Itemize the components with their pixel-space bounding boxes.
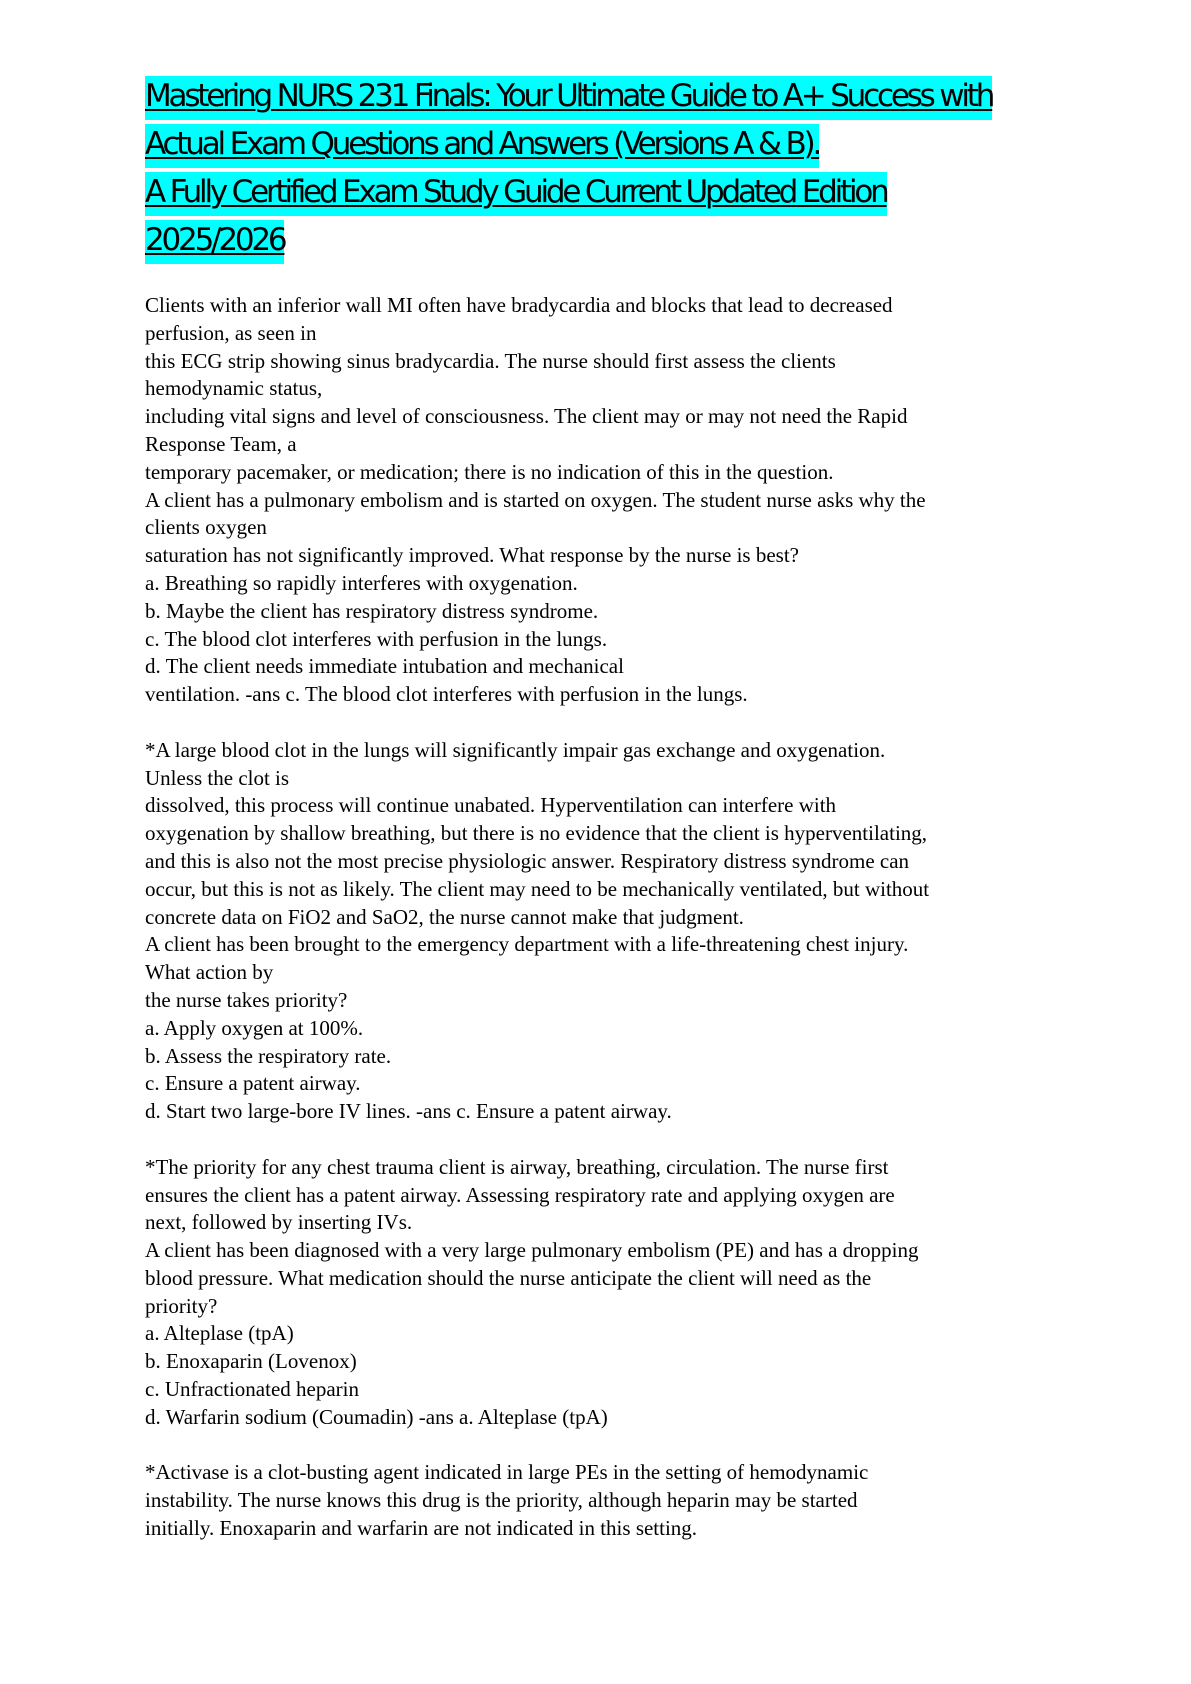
- text-line: ensures the client has a patent airway. Assessing respiratory rate and applying oxygen are: [145, 1182, 895, 1207]
- text-line: d. The client needs immediate intubation and mechanical: [145, 654, 624, 679]
- paragraph-gap: [145, 709, 1065, 737]
- text-line: Response Team, a: [145, 431, 297, 456]
- text-line: Clients with an inferior wall MI often have bradycardia and blocks that lead to decreased: [145, 293, 893, 317]
- text-line: d. Start two large-bore IV lines. -ans c. Ensure a patent airway.: [145, 1099, 672, 1124]
- text-line: initially. Enoxaparin and warfarin are not indicated in this setting.: [145, 1516, 698, 1541]
- text-line: c. Unfractionated heparin: [145, 1377, 359, 1402]
- text-line: oxygenation by shallow breathing, but there is no evidence that the client is hyperventilating,: [145, 821, 928, 846]
- text-line: a. Alteplase (tpA): [145, 1321, 294, 1346]
- text-line: A client has been brought to the emergency department with a life-threatening chest injury.: [145, 932, 909, 957]
- text-line: next, followed by inserting IVs.: [145, 1210, 413, 1235]
- title-line: [145, 216, 1065, 264]
- text-line: Unless the clot is: [145, 765, 290, 790]
- title-line-text: A Fully Certified Exam Study Guide Current Updated Edition: [145, 172, 887, 216]
- text-line: the nurse takes priority?: [145, 987, 348, 1012]
- text-line: A client has been diagnosed with a very large pulmonary embolism (PE) and has a dropping: [145, 1238, 919, 1263]
- text-line: perfusion, as seen in: [145, 320, 317, 345]
- text-line: a. Breathing so rapidly interferes with oxygenation.: [145, 570, 578, 595]
- text-line: b. Assess the respiratory rate.: [145, 1043, 392, 1068]
- title-line: [145, 72, 1065, 120]
- text-line: concrete data on FiO2 and SaO2, the nurse cannot make that judgment.: [145, 904, 744, 929]
- paragraph-gap: [145, 1432, 1065, 1460]
- text-line: hemodynamic status,: [145, 376, 323, 401]
- text-line: blood pressure. What medication should the nurse anticipate the client will need as the: [145, 1265, 872, 1290]
- text-line: *Activase is a clot-busting agent indicated in large PEs in the setting of hemodynamic: [145, 1460, 869, 1485]
- text-line: occur, but this is not as likely. The client may need to be mechanically ventilated, but without: [145, 876, 930, 901]
- document-title: [145, 72, 1065, 264]
- title-line: [145, 168, 1065, 216]
- paragraph-gap: [145, 1126, 1065, 1154]
- text-line: ventilation. -ans c. The blood clot interferes with perfusion in the lungs.: [145, 682, 748, 707]
- text-line: b. Maybe the client has respiratory distress syndrome.: [145, 598, 599, 623]
- text-line: including vital signs and level of consciousness. The client may or may not need the Rapid: [145, 404, 908, 429]
- text-line: temporary pacemaker, or medication; there is no indication of this in the question.: [145, 459, 834, 484]
- text-line: clients oxygen: [145, 515, 267, 540]
- text-line: saturation has not significantly improved. What response by the nurse is best?: [145, 543, 799, 568]
- text-line: this ECG strip showing sinus bradycardia. The nurse should first assess the clients: [145, 348, 836, 373]
- text-line: b. Enoxaparin (Lovenox): [145, 1349, 357, 1374]
- text-line: *The priority for any chest trauma client is airway, breathing, circulation. The nurse first: [145, 1154, 889, 1179]
- text-line: a. Apply oxygen at 100%.: [145, 1015, 364, 1040]
- text-line: instability. The nurse knows this drug is the priority, although heparin may be started: [145, 1488, 858, 1513]
- text-line: c. The blood clot interferes with perfusion in the lungs.: [145, 626, 608, 651]
- title-line-text: Mastering NURS 231 Finals: Your Ultimate Guide to A+ Success with: [145, 76, 992, 120]
- text-line: What action by: [145, 960, 274, 985]
- text-line: and this is also not the most precise physiologic answer. Respiratory distress syndrome can: [145, 848, 910, 873]
- text-line: A client has a pulmonary embolism and is started on oxygen. The student nurse asks why the: [145, 487, 926, 512]
- text-line: priority?: [145, 1293, 218, 1318]
- title-line: [145, 120, 1065, 168]
- text-line: d. Warfarin sodium (Coumadin) -ans a. Alteplase (tpA): [145, 1404, 608, 1429]
- text-line: *A large blood clot in the lungs will significantly impair gas exchange and oxygenation.: [145, 737, 886, 762]
- document-body: [145, 292, 1065, 1543]
- text-line: dissolved, this process will continue unabated. Hyperventilation can interfere with: [145, 793, 837, 818]
- title-line-text: Actual Exam Questions and Answers (Versions A & B).: [145, 124, 819, 168]
- title-line-text: 2025/2026: [145, 220, 284, 264]
- text-line: c. Ensure a patent airway.: [145, 1071, 361, 1096]
